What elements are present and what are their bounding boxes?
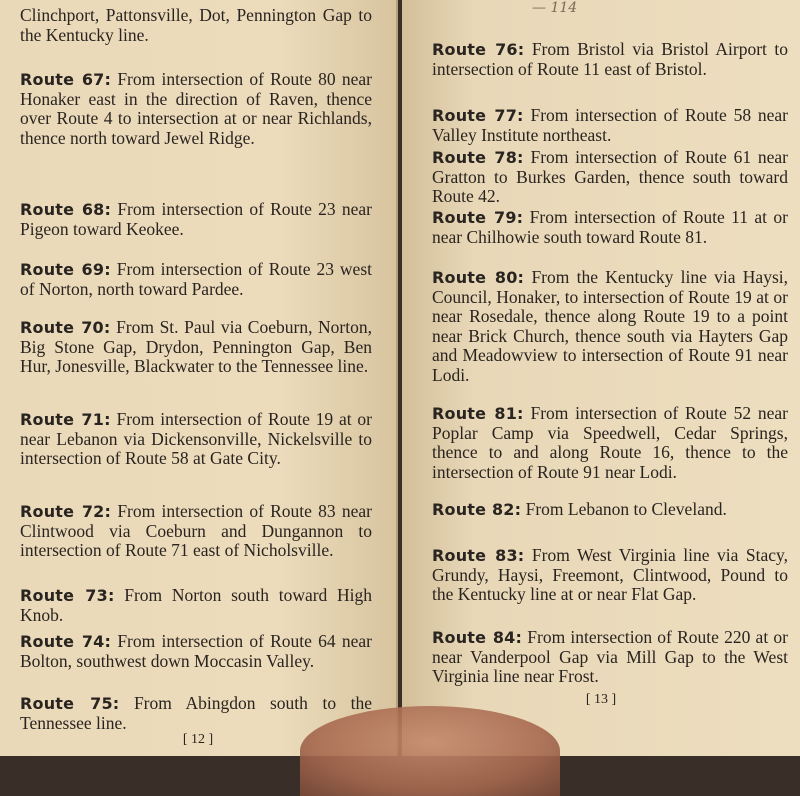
route-80-text: From the Kentucky line via Haysi, Council, Honaker, to intersection of Route 19 at or near Rosedale, thence along Route 19 to a point near Brick Church, thence south via Hayters Gap and Meadowview to intersection of Route 91 near Lodi. [432, 267, 788, 385]
route-74-entry [20, 632, 372, 671]
route-73-label: Route 73: [20, 586, 115, 605]
route-73-entry [20, 586, 372, 625]
route-82-text: From Lebanon to Cleveland. [525, 499, 727, 519]
route-68-text: From intersection of Route 23 near Pigeon toward Keokee. [20, 199, 372, 239]
route-77-entry [432, 106, 788, 145]
route-70-label: Route 70: [20, 318, 111, 337]
route-81-text: From intersection of Route 52 near Poplar Camp via Speedwell, Cedar Springs, thence to and along Route 16, thence to the intersection of Route 91 near Lodi. [432, 403, 788, 482]
route-67-text: From intersection of Route 80 near Honaker east in the direction of Raven, thence over Route 4 to intersection at or near Richlands, thence north toward Jewel Ridge. [20, 69, 372, 148]
route-83-text: From West Virginia line via Stacy, Grundy, Haysi, Freemont, Clintwood, Pound to the Kentucky line at or near Flat Gap. [432, 545, 788, 604]
route-82-entry [432, 500, 788, 520]
route-68-label: Route 68: [20, 200, 112, 219]
route-69-text: From intersection of Route 23 west of Norton, north toward Pardee. [20, 259, 372, 299]
route-79-label: Route 79: [432, 208, 524, 227]
right-page [402, 0, 800, 756]
continuation-text: Clinchport, Pattonsville, Dot, Pennington Gap to the Kentucky line. [20, 5, 372, 45]
route-76-text: From Bristol via Bristol Airport to intersection of Route 11 east of Bristol. [432, 39, 788, 79]
route-67-entry [20, 70, 372, 148]
route-80-label: Route 80: [432, 268, 525, 287]
route-72-label: Route 72: [20, 502, 112, 521]
route-75-label: Route 75: [20, 694, 120, 713]
route-70-entry [20, 318, 372, 377]
page-number-13: [ 13 ] [585, 692, 617, 707]
route-72-text: From intersection of Route 83 near Clintwood via Coeburn and Dungannon to intersection of Route 71 east of Nicholsville. [20, 501, 372, 560]
route-75-text: From Abingdon south to the Tennessee line. [20, 693, 372, 733]
route-81-entry [432, 404, 788, 482]
route-84-text: From intersection of Route 220 at or near Vanderpool Gap via Mill Gap to the West Virginia line near Frost. [432, 627, 788, 686]
route-79-entry [432, 208, 788, 247]
route-78-text: From intersection of Route 61 near Gratton to Burkes Garden, thence south toward Route 42. [432, 147, 788, 206]
thumb-photo-element [300, 706, 560, 796]
route-69-label: Route 69: [20, 260, 111, 279]
route-74-text: From intersection of Route 64 near Bolton, southwest down Moccasin Valley. [20, 631, 372, 671]
page-number-12: [ 12 ] [182, 732, 214, 747]
route-67-label: Route 67: [20, 70, 112, 89]
route-71-text: From intersection of Route 19 at or near Lebanon via Dickensonville, Nickelsville to intersection of Route 58 at Gate City. [20, 409, 372, 468]
route-84-label: Route 84: [432, 628, 523, 647]
pencil-annotation: — 114 [532, 0, 578, 16]
route-76-entry [432, 40, 788, 79]
route-83-label: Route 83: [432, 546, 525, 565]
route-78-entry [432, 148, 788, 207]
route-78-label: Route 78: [432, 148, 524, 167]
route-69-entry [20, 260, 372, 299]
route-71-label: Route 71: [20, 410, 111, 429]
route-68-entry [20, 200, 372, 239]
route-79-text: From intersection of Route 11 at or near Chilhowie south toward Route 81. [432, 207, 788, 247]
left-page [0, 0, 398, 756]
route-74-label: Route 74: [20, 632, 112, 651]
route-71-entry [20, 410, 372, 469]
route-70-text: From St. Paul via Coeburn, Norton, Big Stone Gap, Drydon, Pennington Gap, Ben Hur, Jonesville, Blackwater to the Tennessee line. [20, 317, 372, 376]
route-84-entry [432, 628, 788, 687]
route-81-label: Route 81: [432, 404, 524, 423]
route-77-text: From intersection of Route 58 near Valley Institute northeast. [432, 105, 788, 145]
route-76-label: Route 76: [432, 40, 525, 59]
route-73-text: From Norton south toward High Knob. [20, 585, 372, 625]
route-80-entry [432, 268, 788, 385]
route-77-label: Route 77: [432, 106, 524, 125]
route-82-label: Route 82: [432, 500, 522, 519]
route-83-entry [432, 546, 788, 605]
route-72-entry [20, 502, 372, 561]
